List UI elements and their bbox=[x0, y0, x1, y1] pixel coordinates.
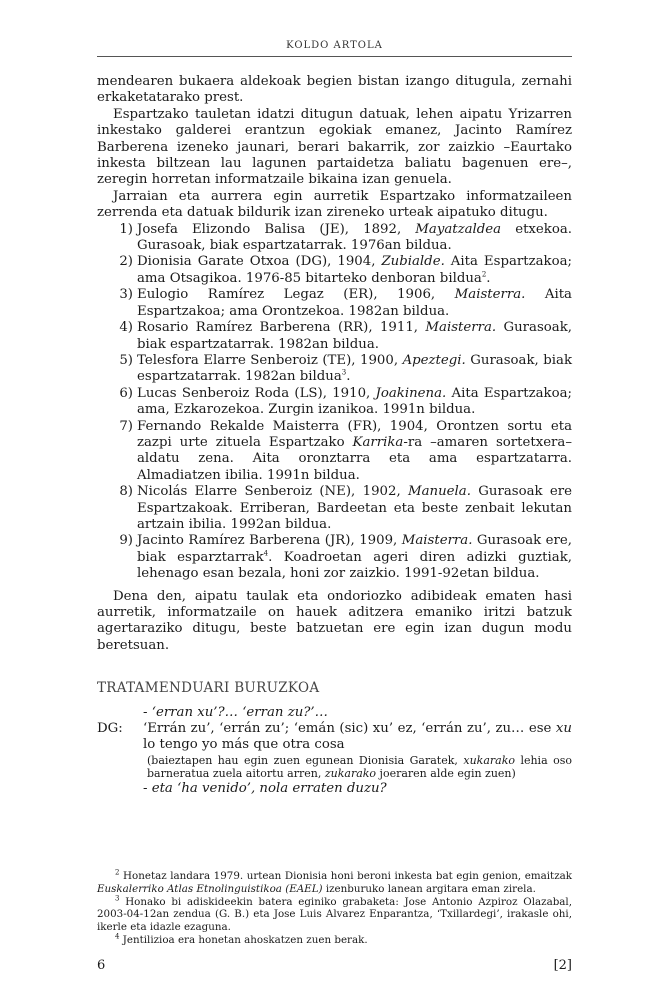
list-item: 4) Rosario Ramírez Barberena (RR), 1911, Maisterra. Gurasoak, biak espartzatarrak. 1982an bildua. bbox=[97, 320, 572, 353]
paragraph-4: Dena den, aipatu taulak eta ondoriozko adibideak ematen hasi aurretik, informatzaile on hauek aditzera emaniko iritzi batzuk agertaraziko ditugu, beste batzuetan ere egin izan dugun modu beretsuan. bbox=[97, 588, 572, 653]
house-name: Zubialde. bbox=[381, 254, 445, 270]
list-number: 6) bbox=[119, 385, 133, 401]
house-name: Mayatzaldea bbox=[415, 221, 502, 237]
footnote-ref[interactable]: 2 bbox=[481, 270, 487, 279]
editorial-note: (baieztapen hau egin zuen egunean Dionisia Garatek, xukarako lehia oso barneratua zuela aitortu arren, zukarako joeraren alde egin zuen) bbox=[147, 753, 572, 781]
list-number: 3) bbox=[119, 287, 133, 303]
list-item: 1) Josefa Elizondo Balisa (JE), 1892, Mayatzaldea etxekoa. Gurasoak, biak espartzatarrak. 1976an bildua. bbox=[97, 222, 572, 255]
list-number: 7) bbox=[119, 418, 133, 434]
page-reference: [2] bbox=[553, 958, 572, 973]
house-name: Manuela. bbox=[408, 484, 471, 500]
list-number: 9) bbox=[119, 533, 133, 549]
house-name: Joakinena. bbox=[375, 385, 447, 401]
footnote-ref[interactable]: 3 bbox=[341, 368, 347, 377]
list-number: 8) bbox=[119, 484, 133, 500]
interviewer-question: - ‘erran xu’?… ‘erran zu?’… bbox=[143, 704, 328, 720]
informant-list bbox=[97, 222, 572, 583]
list-item: 8) Nicolás Elarre Senberoiz (NE), 1902, Manuela. Gurasoak ere Espartzakoak. Erriberan, Bardeetan eta beste zenbait lekutan artzain ibilia. 1992an bildua. bbox=[97, 484, 572, 533]
list-item: 5) Telesfora Elarre Senberoiz (TE), 1900, Apeztegi. Gurasoak, biak espartzatarrak. 1982an bildua$^3$. bbox=[97, 353, 572, 386]
list-number: 5) bbox=[119, 352, 133, 368]
house-name: Maisterra. bbox=[454, 287, 526, 303]
main-text bbox=[97, 74, 572, 797]
house-name: Apeztegi. bbox=[402, 352, 466, 368]
house-name: Karrika bbox=[352, 434, 404, 450]
footnote-ref[interactable]: 4 bbox=[263, 549, 269, 558]
speaker-label: DG: bbox=[97, 721, 123, 737]
header-rule bbox=[97, 56, 572, 57]
list-item: 9) Jacinto Ramírez Barberena (JR), 1909, Maisterra. Gurasoak ere, biak esparztarrak$^4$. Koadroetan ageri diren adizki guztiak, lehenago esan bezala, honi zor zaizkio. 1991-92etan bildua. bbox=[97, 533, 572, 582]
interviewer-question: - eta ‘ha venido’, nola erraten duzu? bbox=[143, 780, 387, 796]
paragraph-1: mendearen bukaera aldekoak begien bistan izango ditugula, zernahi erkaketatarako prest. bbox=[97, 74, 572, 106]
list-number: 2) bbox=[119, 254, 133, 270]
running-header: KOLDO ARTOLA bbox=[286, 40, 383, 51]
list-number: 1) bbox=[119, 221, 133, 237]
informant-answer: DG: ‘Errán zu’, ‘errán zu’; ‘emán (sic) xu’ ez, ‘errán zu’, zu… ese xu lo tengo yo más que otra cosa bbox=[97, 721, 572, 753]
footnotes bbox=[97, 870, 572, 947]
house-name: Maisterra. bbox=[401, 533, 473, 549]
section-title: TRATAMENDUARI BURUZKOA bbox=[97, 680, 320, 697]
list-item: 7) Fernando Rekalde Maisterra (FR), 1904, Orontzen sortu eta zazpi urte zituela Espartzako Karrika-ra –amaren sortetxera– aldatu zena. Aita oronztarra eta ama espartzatarra. Almadiatzen ibilia. 1991n bildua. bbox=[97, 419, 572, 485]
list-number: 4) bbox=[119, 320, 133, 336]
house-name: Maisterra. bbox=[425, 320, 497, 336]
list-item: 6) Lucas Senberoiz Roda (LS), 1910, Joakinena. Aita Espartzakoa; ama, Ezkarozekoa. Zurgin izanikoa. 1991n bildua. bbox=[97, 386, 572, 419]
paragraph-2: Espartzako tauletan idatzi ditugun datuak, lehen aipatu Yrizarren inkestako galderei erantzun egokiak emanez, Jacinto Ramírez Barberena izeneko jaunari, berari bakarrik, zor zaizkio –Eaurtako inkesta biltzean lau lagunen partaidetza baliatu bagenuen ere–, zeregin horretan informatzaile bikaina izan genuela. bbox=[97, 106, 572, 188]
footnote-4: $^4$ Jentilizioa era honetan ahoskatzen zuen berak. bbox=[115, 932, 368, 946]
footnote-3: $^3$ Honako bi adiskideekin batera eginiko grabaketa: Jose Antonio Azpiroz Olazabal, 2003-04-12an zendua (G. B.) eta Jose Luis Alvarez Enparantza, ‘Txillardegi’, irakasle ohi, ikerle eta idazle ezaguna. bbox=[97, 894, 572, 934]
footnote-2: $^2$ Honetaz landara 1979. urtean Dionisia honi beroni inkesta bat egin genion, emaitzak Euskalerriko Atlas Etnolinguistikoa (EAEL) izenburuko lanean argitara eman zirela. bbox=[97, 868, 572, 895]
page-number: 6 bbox=[97, 958, 106, 973]
list-item: 3) Eulogio Ramírez Legaz (ER), 1906, Maisterra. Aita Espartzakoa; ama Orontzekoa. 1982an bildua. bbox=[97, 287, 572, 320]
paragraph-3: Jarraian eta aurrera egin aurretik Espartzako informatzaileen zerrenda eta datuak bildurik izan zireneko urteak aipatuko ditugu. bbox=[97, 188, 572, 221]
list-item: 2) Dionisia Garate Otxoa (DG), 1904, Zubialde. Aita Espartzakoa; ama Otsagikoa. 1976-85 bitarteko denboran bildua$^2$. bbox=[97, 254, 572, 287]
